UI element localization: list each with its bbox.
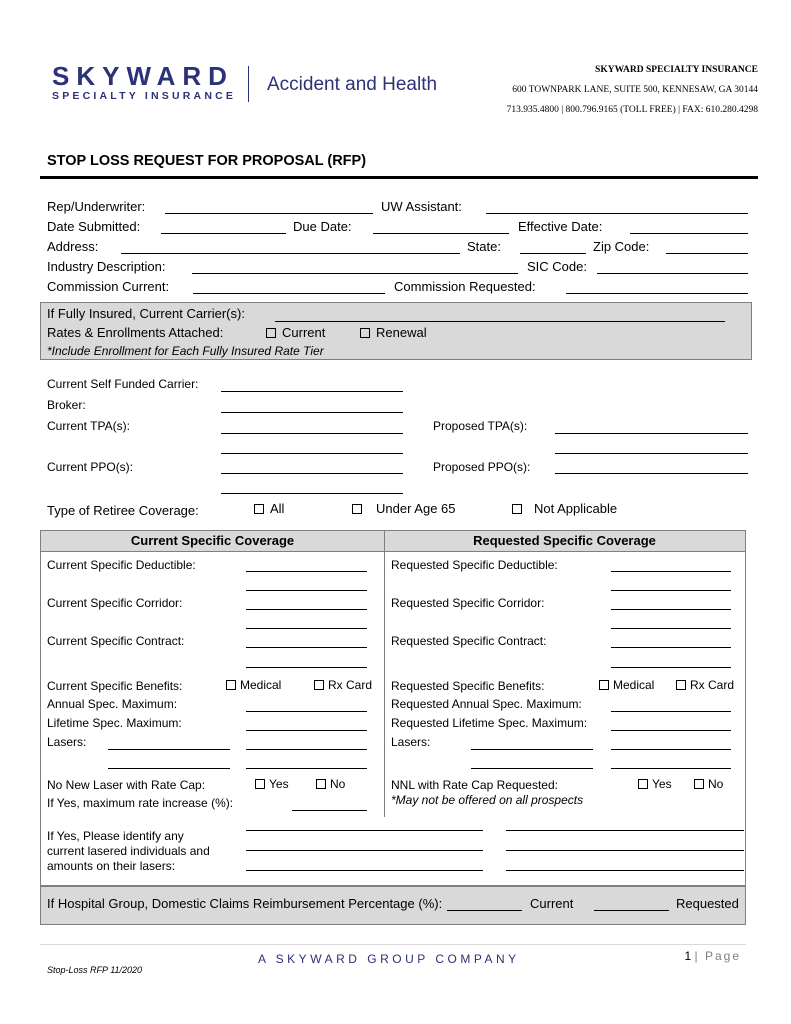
current-contract-field-1[interactable]: [246, 647, 367, 648]
current-carrier-field[interactable]: [275, 321, 725, 322]
form-id: Stop-Loss RFP 11/2020: [47, 965, 143, 975]
hospital-current-field[interactable]: [447, 910, 522, 911]
checkbox-icon: [694, 779, 704, 789]
retiree-na-checkbox[interactable]: [512, 501, 617, 517]
page-number: [684, 949, 741, 963]
checkbox-icon: [316, 779, 326, 789]
state-label: State:: [467, 239, 501, 254]
address-label: Address:: [47, 239, 99, 254]
current-corridor-field-1[interactable]: [246, 609, 367, 610]
current-specific-header: Current Specific Coverage: [41, 531, 384, 552]
current-medical-label: Medical: [240, 678, 282, 692]
sic-code-label: SIC Code:: [527, 259, 587, 274]
current-contract-field-2[interactable]: [246, 667, 367, 668]
effective-date-label: Effective Date:: [518, 219, 603, 234]
current-lasers-amount-field-1[interactable]: [246, 749, 367, 750]
requested-annual-max-label: Requested Annual Spec. Maximum:: [391, 697, 582, 711]
current-rx-card-checkbox[interactable]: [314, 678, 372, 692]
commission-current-field[interactable]: [193, 293, 385, 294]
hospital-reimbursement-label: If Hospital Group, Domestic Claims Reimbursement Percentage (%):: [47, 896, 443, 911]
commission-requested-field[interactable]: [566, 293, 748, 294]
checkbox-icon: [352, 504, 362, 514]
rates-current-checkbox[interactable]: [266, 325, 325, 341]
proposed-ppo-label: Proposed PPO(s):: [433, 460, 531, 474]
retiree-under65-label: Under Age 65: [376, 501, 456, 516]
retiree-coverage-label: Type of Retiree Coverage:: [47, 503, 199, 518]
self-funded-carrier-field[interactable]: [221, 391, 403, 392]
checkbox-icon: [599, 680, 609, 690]
lifetime-spec-max-label: Lifetime Spec. Maximum:: [47, 716, 182, 730]
checkbox-icon: [676, 680, 686, 690]
current-corridor-label: Current Specific Corridor:: [47, 596, 183, 610]
proposed-tpa-field-1[interactable]: [555, 433, 748, 434]
retiree-all-checkbox[interactable]: [254, 501, 284, 517]
current-corridor-field-2[interactable]: [246, 628, 367, 629]
requested-specific-header: Requested Specific Coverage: [384, 531, 745, 552]
lasered-individuals-field-2[interactable]: [246, 850, 483, 851]
current-carrier-label: If Fully Insured, Current Carrier(s):: [47, 306, 245, 321]
due-date-label: Due Date:: [293, 219, 352, 234]
checkbox-icon: [226, 680, 236, 690]
requested-deductible-label: Requested Specific Deductible:: [391, 558, 558, 572]
current-ppo-label: Current PPO(s):: [47, 460, 134, 474]
rates-enrollments-label: Rates & Enrollments Attached:: [47, 325, 224, 340]
current-lasers-label: Lasers:: [47, 735, 87, 749]
zip-code-label: Zip Code:: [593, 239, 650, 254]
proposed-tpa-field-2[interactable]: [555, 453, 748, 454]
max-rate-increase-label: If Yes, maximum rate increase (%):: [47, 796, 234, 810]
retiree-under65-checkbox[interactable]: [352, 501, 456, 517]
current-medical-checkbox[interactable]: [226, 678, 281, 692]
checkbox-icon: [255, 779, 265, 789]
requested-contract-label: Requested Specific Contract:: [391, 634, 547, 648]
page-word: | Page: [694, 949, 741, 963]
broker-label: Broker:: [47, 398, 86, 412]
current-tpa-field-2[interactable]: [221, 453, 403, 454]
commission-requested-label: Commission Requested:: [394, 279, 536, 294]
no-new-laser-yes-checkbox[interactable]: [255, 777, 289, 791]
current-benefits-label: Current Specific Benefits:: [47, 679, 183, 693]
requested-lifetime-max-label: Requested Lifetime Spec. Maximum:: [391, 716, 588, 730]
checkbox-icon: [266, 328, 276, 338]
identify-lasers-line-1: If Yes, Please identify any: [47, 829, 184, 843]
current-lasers-name-field-2[interactable]: [108, 768, 230, 769]
requested-lasers-name-field-1[interactable]: [471, 749, 593, 750]
requested-lasers-amount-field-2[interactable]: [611, 768, 731, 769]
requested-contract-field-2[interactable]: [611, 667, 731, 668]
self-funded-carrier-label: Current Self Funded Carrier:: [47, 377, 199, 391]
requested-corridor-label: Requested Specific Corridor:: [391, 596, 545, 610]
rep-underwriter-label: Rep/Underwriter:: [47, 199, 146, 214]
zip-code-field[interactable]: [666, 253, 748, 254]
annual-spec-max-label: Annual Spec. Maximum:: [47, 697, 178, 711]
uw-assistant-label: UW Assistant:: [381, 199, 462, 214]
identify-lasers-line-2: current lasered individuals and: [47, 844, 210, 858]
address-field[interactable]: [121, 253, 460, 254]
requested-lasers-amount-field-1[interactable]: [611, 749, 731, 750]
lasered-individuals-field-3[interactable]: [246, 870, 483, 871]
checkbox-icon: [638, 779, 648, 789]
broker-field[interactable]: [221, 412, 403, 413]
requested-lifetime-max-field[interactable]: [611, 730, 731, 731]
retiree-all-label: All: [270, 501, 285, 516]
current-lasers-name-field-1[interactable]: [108, 749, 230, 750]
current-ppo-field-1[interactable]: [221, 473, 403, 474]
hospital-current-label: Current: [530, 896, 574, 911]
requested-annual-max-field[interactable]: [611, 711, 731, 712]
enrollment-note: *Include Enrollment for Each Fully Insured Rate Tier: [47, 344, 324, 358]
nnl-yes-label: Yes: [652, 777, 672, 791]
proposed-tpa-label: Proposed TPA(s):: [433, 419, 528, 433]
no-new-laser-no-checkbox[interactable]: [316, 777, 345, 791]
industry-description-label: Industry Description:: [47, 259, 166, 274]
logo-divider: [248, 66, 249, 102]
lasered-amounts-field-1[interactable]: [506, 830, 744, 831]
hospital-requested-label: Requested: [676, 896, 739, 911]
current-tpa-field-1[interactable]: [221, 433, 403, 434]
sic-code-field[interactable]: [597, 273, 748, 274]
logo-subtitle: SPECIALTY INSURANCE: [52, 90, 237, 102]
rates-renewal-label: Renewal: [376, 325, 427, 340]
industry-description-field[interactable]: [192, 273, 518, 274]
checkbox-icon: [314, 680, 324, 690]
logo-wordmark: SKYWARD: [52, 61, 234, 91]
requested-benefits-label: Requested Specific Benefits:: [391, 679, 545, 693]
current-tpa-label: Current TPA(s):: [47, 419, 130, 433]
company-address-block: [507, 60, 758, 120]
current-deductible-field-2[interactable]: [246, 590, 367, 591]
commission-current-label: Commission Current:: [47, 279, 170, 294]
state-field[interactable]: [520, 253, 586, 254]
nnl-yes-checkbox[interactable]: [638, 777, 672, 791]
date-submitted-field[interactable]: [161, 233, 286, 234]
rates-current-label: Current: [282, 325, 326, 340]
lasered-individuals-field-1[interactable]: [246, 830, 483, 831]
current-deductible-field-1[interactable]: [246, 571, 367, 572]
current-deductible-label: Current Specific Deductible:: [47, 558, 196, 572]
current-lasers-amount-field-2[interactable]: [246, 768, 367, 769]
checkbox-icon: [360, 328, 370, 338]
requested-deductible-field-2[interactable]: [611, 590, 731, 591]
annual-spec-max-field[interactable]: [246, 711, 367, 712]
checkbox-icon: [512, 504, 522, 514]
company-name: SKYWARD SPECIALTY INSURANCE: [595, 65, 758, 75]
division-name: Accident and Health: [267, 74, 438, 95]
requested-corridor-field-1[interactable]: [611, 609, 731, 610]
page-number-value: 1: [684, 949, 692, 963]
footer-rule: [40, 944, 746, 945]
footer-tagline: A SKYWARD GROUP COMPANY: [258, 952, 520, 966]
uw-assistant-field[interactable]: [486, 213, 748, 214]
requested-medical-checkbox[interactable]: [599, 678, 654, 692]
proposed-ppo-field[interactable]: [555, 473, 748, 474]
page-title: STOP LOSS REQUEST FOR PROPOSAL (RFP): [47, 153, 367, 169]
no-new-laser-yes-label: Yes: [269, 777, 289, 791]
company-logo: [52, 62, 236, 103]
nnl-rate-cap-label: NNL with Rate Cap Requested:: [391, 778, 558, 792]
lasered-amounts-field-2[interactable]: [506, 850, 744, 851]
requested-corridor-field-2[interactable]: [611, 628, 731, 629]
requested-contract-field-1[interactable]: [611, 647, 731, 648]
current-ppo-field-2[interactable]: [221, 493, 403, 494]
lasered-amounts-field-3[interactable]: [506, 870, 744, 871]
company-address: 600 TOWNPARK LANE, SUITE 500, KENNESAW, GA 30144: [512, 85, 758, 95]
no-new-laser-no-label: No: [330, 777, 346, 791]
requested-rx-card-label: Rx Card: [690, 678, 735, 692]
title-rule: [40, 176, 758, 179]
due-date-field[interactable]: [373, 233, 509, 234]
retiree-na-label: Not Applicable: [534, 501, 618, 516]
requested-medical-label: Medical: [613, 678, 655, 692]
current-rx-card-label: Rx Card: [328, 678, 373, 692]
effective-date-field[interactable]: [630, 233, 748, 234]
hospital-requested-field[interactable]: [594, 910, 669, 911]
company-phones: 713.935.4800 | 800.796.9165 (TOLL FREE) | FAX: 610.280.4298: [506, 105, 758, 115]
table-column-divider: [384, 531, 385, 817]
identify-lasers-line-3: amounts on their lasers:: [47, 859, 176, 873]
rates-renewal-checkbox[interactable]: [360, 325, 427, 341]
lifetime-spec-max-field[interactable]: [246, 730, 367, 731]
nnl-note: *May not be offered on all prospects: [391, 793, 584, 807]
requested-lasers-label: Lasers:: [391, 735, 431, 749]
nnl-no-label: No: [708, 777, 724, 791]
no-new-laser-label: No New Laser with Rate Cap:: [47, 778, 206, 792]
nnl-no-checkbox[interactable]: [694, 777, 723, 791]
rep-underwriter-field[interactable]: [165, 213, 373, 214]
requested-lasers-name-field-2[interactable]: [471, 768, 593, 769]
max-rate-increase-field[interactable]: [292, 810, 367, 811]
checkbox-icon: [254, 504, 264, 514]
requested-deductible-field-1[interactable]: [611, 571, 731, 572]
date-submitted-label: Date Submitted:: [47, 219, 141, 234]
requested-rx-card-checkbox[interactable]: [676, 678, 734, 692]
current-contract-label: Current Specific Contract:: [47, 634, 185, 648]
